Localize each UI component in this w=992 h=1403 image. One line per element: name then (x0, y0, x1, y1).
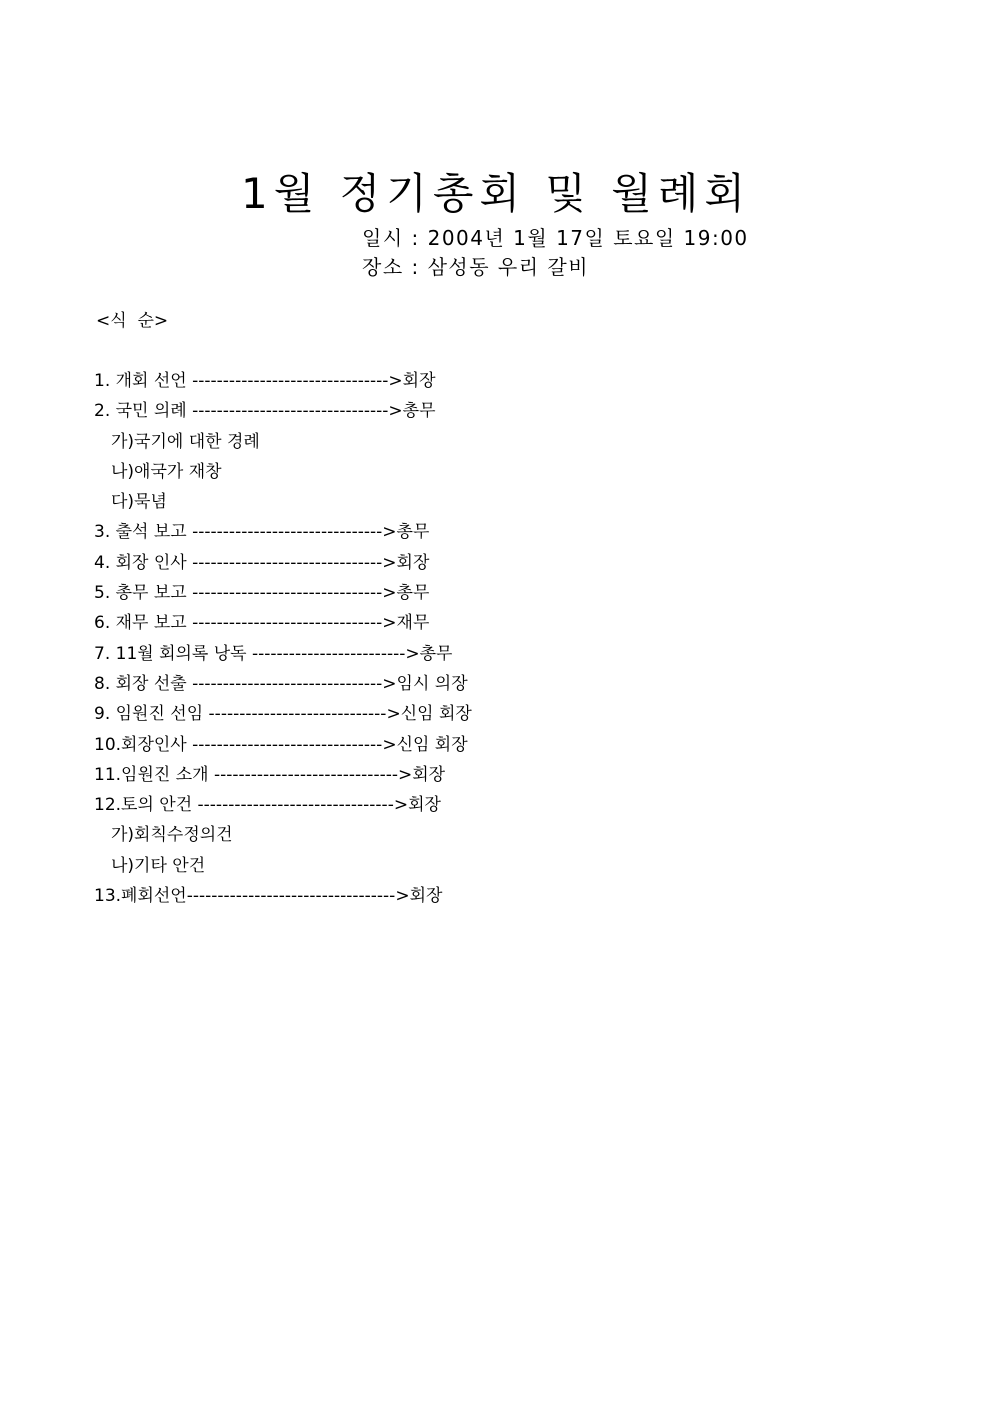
program-item-new-president-greeting (94, 732, 974, 762)
document-title: 1월 정기총회 및 월례회 (241, 169, 751, 218)
item-arrow: > (397, 764, 413, 785)
program-item-president-greeting (94, 550, 974, 580)
item-label: 1. 개회 선언 (94, 371, 193, 391)
program-heading: <식 순> (96, 311, 169, 331)
item-leader-dashes: ------------------------------- (192, 552, 383, 573)
program-subitem (94, 459, 974, 489)
program-list (94, 368, 974, 913)
item-arrow: > (382, 613, 397, 634)
item-label: 나)기타 안건 (111, 855, 206, 876)
item-arrow: > (382, 583, 397, 604)
item-label: 2. 국민 의례 (94, 401, 193, 422)
program-item-officer-appointment (94, 701, 974, 731)
item-leader-dashes: -------------------------------- (197, 795, 394, 816)
item-leader-dashes: ------------------------------- (192, 673, 383, 694)
item-label: 5. 총무 보고 (94, 583, 193, 604)
item-leader-dashes: ----------------------------- (208, 704, 387, 725)
item-leader-dashes: -------------------------------- (192, 401, 389, 422)
item-arrow: > (382, 734, 397, 755)
item-role: 신임 회장 (396, 734, 468, 755)
item-leader-dashes: -------------------------------- (192, 371, 389, 391)
item-label: 13.폐회선언 (94, 886, 187, 907)
program-subitem (94, 822, 974, 852)
item-role: 임시 의장 (396, 673, 468, 694)
item-role: 회장 (408, 795, 441, 816)
program-item-national-ceremony (94, 398, 974, 428)
item-arrow: > (382, 673, 397, 694)
program-item-closing (94, 883, 974, 913)
meeting-place: 장소 : 삼성동 우리 갈비 (362, 255, 590, 279)
item-role: 총무 (396, 583, 430, 604)
item-role: 신임 회장 (400, 704, 472, 725)
program-item-minutes-reading (94, 641, 974, 671)
item-leader-dashes: ------------------------------- (192, 613, 383, 634)
meeting-date: 일시 : 2004년 1월 17일 토요일 19:00 (362, 226, 749, 250)
item-label: 3. 출석 보고 (94, 522, 193, 543)
item-arrow: > (382, 522, 397, 543)
item-leader-dashes: ------------------------------ (213, 764, 398, 785)
item-arrow: > (382, 552, 397, 573)
item-role: 재무 (396, 613, 430, 634)
item-label: 11.임원진 소개 (94, 764, 214, 785)
program-subitem (94, 429, 974, 459)
item-role: 총무 (402, 401, 436, 422)
item-arrow: > (405, 643, 420, 664)
program-item-secretary-report (94, 580, 974, 610)
item-leader-dashes: ------------------------- (252, 643, 406, 664)
program-item-opening (94, 368, 974, 398)
item-label: 8. 회장 선출 (94, 673, 193, 694)
item-label: 나)애국가 재창 (111, 461, 222, 482)
item-role: 회장 (412, 764, 446, 785)
item-arrow: > (395, 886, 410, 907)
item-label: 가)국기에 대한 경례 (111, 431, 260, 452)
program-item-attendance-report (94, 519, 974, 549)
item-leader-dashes: ------------------------------- (192, 734, 383, 755)
item-label: 6. 재무 보고 (94, 613, 193, 634)
item-label: 7. 11월 회의록 낭독 (94, 643, 252, 664)
item-label: 4. 회장 인사 (94, 552, 193, 573)
item-arrow: > (388, 371, 403, 391)
item-arrow: > (393, 795, 409, 816)
item-arrow: > (388, 401, 403, 422)
program-item-president-election (94, 671, 974, 701)
item-role: 회장 (402, 371, 436, 391)
item-arrow: > (386, 704, 401, 725)
program-item-officer-introduction (94, 762, 974, 792)
program-item-finance-report (94, 610, 974, 640)
item-role: 회장 (409, 886, 443, 907)
item-role: 회장 (396, 552, 430, 573)
item-leader-dashes: ------------------------------- (192, 583, 383, 604)
item-leader-dashes: ---------------------------------- (186, 886, 396, 907)
program-item-discussion-agenda (94, 792, 974, 822)
item-role: 총무 (396, 522, 430, 543)
item-role: 총무 (419, 643, 453, 664)
item-label: 9. 임원진 선임 (94, 704, 209, 725)
program-subitem (94, 489, 974, 519)
item-leader-dashes: ------------------------------- (192, 522, 383, 543)
item-label: 12.토의 안건 (94, 795, 198, 816)
program-subitem (94, 853, 974, 883)
item-label: 가)회칙수정의건 (111, 825, 233, 846)
item-label: 다)묵념 (111, 492, 167, 513)
item-label: 10.회장인사 (94, 734, 193, 755)
